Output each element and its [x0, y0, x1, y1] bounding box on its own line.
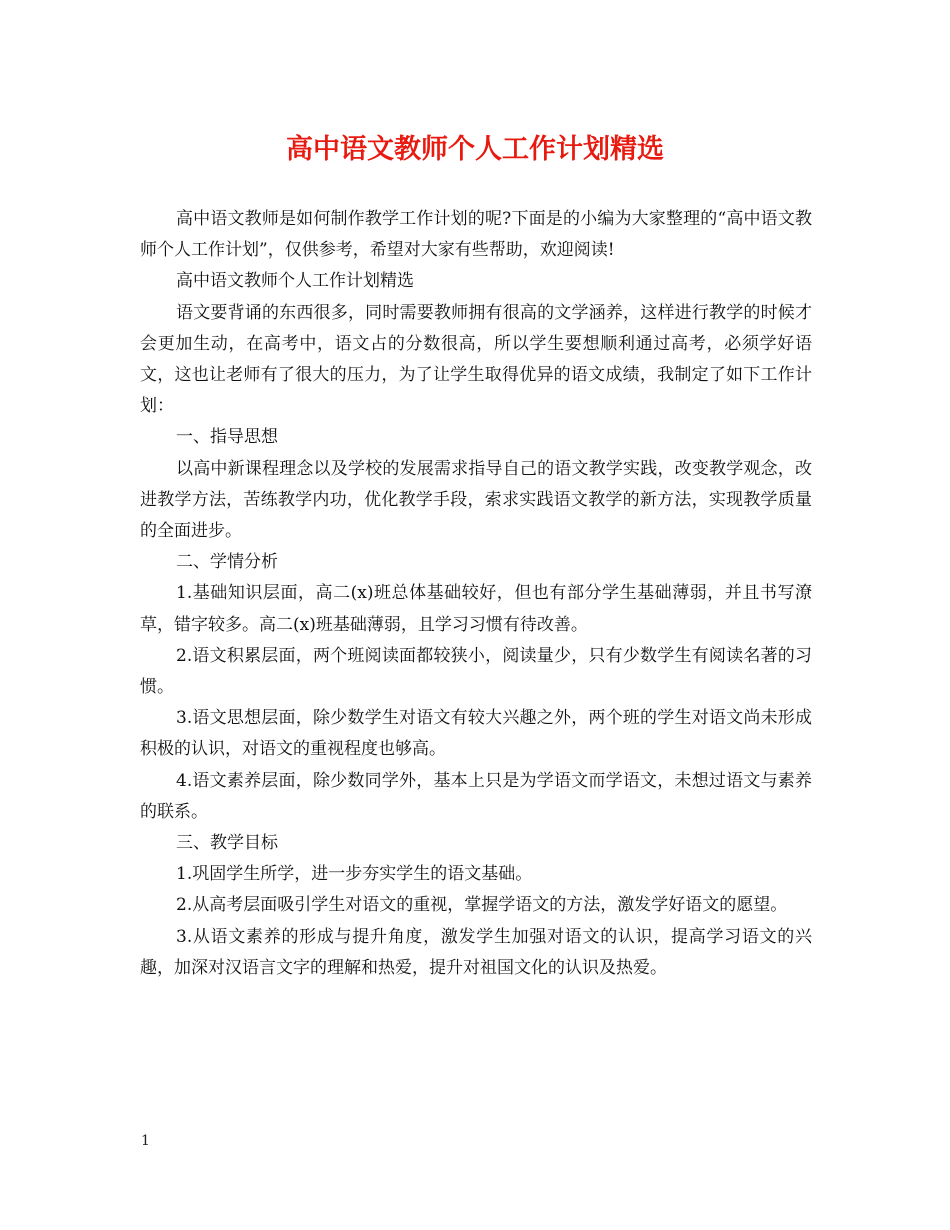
guiding-thought-paragraph: 以高中新课程理念以及学校的发展需求指导自己的语文教学实践，改变教学观念，改进教学方法，苦练教学内功，优化教学手段，索求实践语文教学的新方法，实现教学质量的全面进步。 [140, 458, 812, 542]
learning-analysis-item-2: 2.语文积累层面，两个班阅读面都较狭小，阅读量少，只有少数学生有阅读名著的习惯。 [140, 645, 812, 698]
intro-paragraph: 高中语文教师是如何制作教学工作计划的呢?下面是的小编为大家整理的“高中语文教师个人工作计划”，仅供参考，希望对大家有些帮助，欢迎阅读! [140, 209, 812, 261]
teaching-goal-item-3: 3.从语文素养的形成与提升角度，激发学生加强对语文的认识，提高学习语文的兴趣，加深对汉语言文字的理解和热爱，提升对祖国文化的认识及热爱。 [140, 926, 812, 978]
page-number: 1 [141, 1133, 150, 1149]
section-heading-learning-analysis: 二、学情分析 [176, 552, 278, 573]
document-title: 高中语文教师个人工作计划精选 [286, 134, 664, 165]
section-heading-guiding-thought: 一、指导思想 [176, 427, 278, 448]
document-body [140, 204, 812, 984]
learning-analysis-item-1: 1.基础知识层面，高二(x)班总体基础较好，但也有部分学生基础薄弱，并且书写潦草，错字较多。高二(x)班基础薄弱，且学习习惯有待改善。 [140, 583, 812, 635]
learning-analysis-item-4: 4.语文素养层面，除少数同学外，基本上只是为学语文而学语文，未想过语文与素养的联系。 [140, 770, 812, 822]
subtitle-paragraph: 高中语文教师个人工作计划精选 [176, 271, 414, 292]
teaching-goal-item-1: 1.巩固学生所学，进一步夯实学生的语文基础。 [176, 864, 533, 885]
preface-paragraph: 语文要背诵的东西很多，同时需要教师拥有很高的文学涵养，这样进行教学的时候才会更加生动，在高考中，语文占的分数很高，所以学生要想顺利通过高考，必须学好语文，这也让老师有了很大的压力，为了让学生取得优异的语文成绩，我制定了如下工作计划： [140, 302, 812, 417]
learning-analysis-item-3: 3.语文思想层面，除少数学生对语文有较大兴趣之外，两个班的学生对语文尚未形成积极的认识，对语文的重视程度也够高。 [140, 708, 812, 760]
section-heading-teaching-goals: 三、教学目标 [176, 833, 278, 854]
teaching-goal-item-2: 2.从高考层面吸引学生对语文的重视，掌握学语文的方法，激发学好语文的愿望。 [176, 895, 788, 916]
